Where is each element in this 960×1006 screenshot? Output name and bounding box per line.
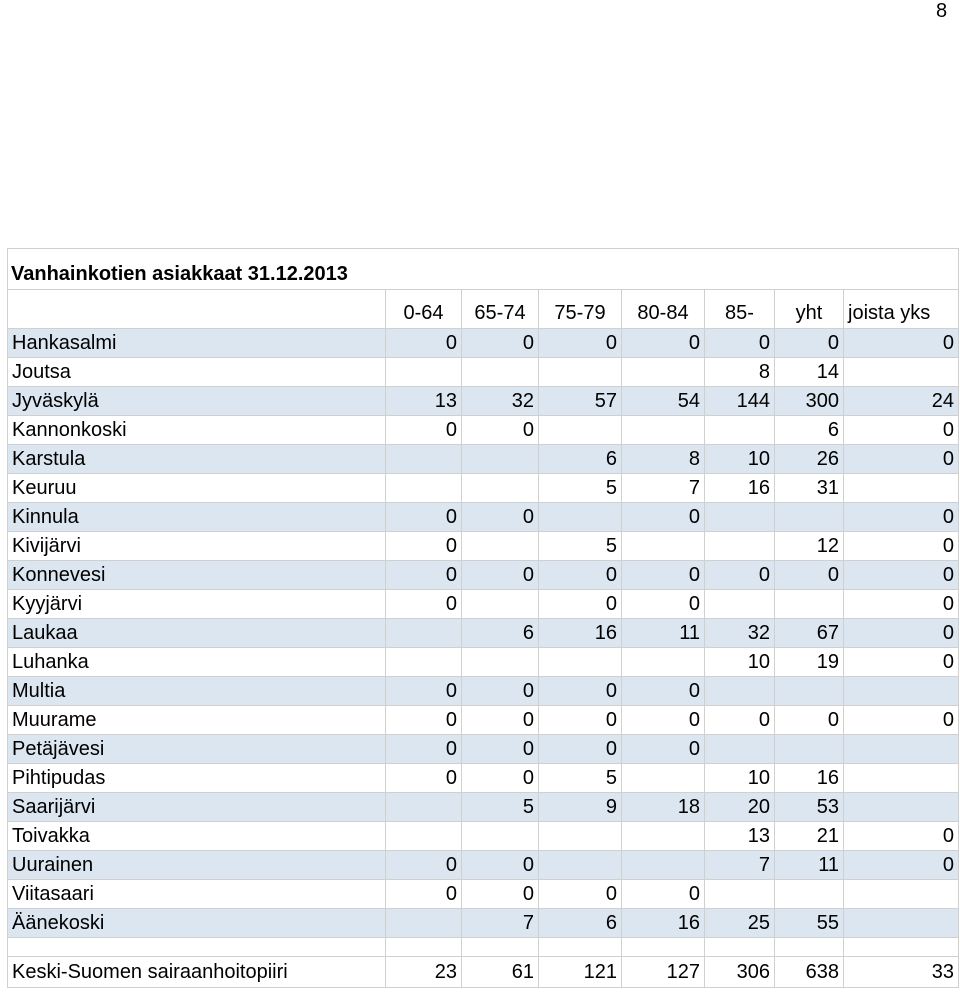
- value-cell: 0: [539, 735, 622, 764]
- value-cell: [775, 590, 844, 619]
- table-row: [8, 329, 959, 358]
- value-cell: 0: [775, 706, 844, 735]
- value-cell: 24: [844, 387, 959, 416]
- value-cell: 0: [705, 706, 775, 735]
- value-cell: 0: [622, 590, 705, 619]
- value-cell: 0: [844, 503, 959, 532]
- value-cell: 0: [844, 416, 959, 445]
- municipality-name: Kannonkoski: [8, 416, 386, 445]
- value-cell: [844, 764, 959, 793]
- value-cell: [844, 474, 959, 503]
- municipality-name: Uurainen: [8, 851, 386, 880]
- value-cell: 11: [622, 619, 705, 648]
- value-cell: 7: [462, 909, 539, 938]
- value-cell: 16: [539, 619, 622, 648]
- table-row: [8, 648, 959, 677]
- value-cell: [386, 909, 462, 938]
- value-cell: 10: [705, 445, 775, 474]
- value-cell: 0: [622, 677, 705, 706]
- value-cell: 300: [775, 387, 844, 416]
- value-cell: 11: [775, 851, 844, 880]
- value-cell: 5: [539, 532, 622, 561]
- value-cell: 0: [844, 706, 959, 735]
- value-cell: 0: [462, 880, 539, 909]
- value-cell: [622, 822, 705, 851]
- value-cell: 6: [539, 909, 622, 938]
- value-cell: [844, 880, 959, 909]
- municipality-name: Karstula: [8, 445, 386, 474]
- value-cell: [462, 358, 539, 387]
- value-cell: 10: [705, 648, 775, 677]
- table-row: [8, 706, 959, 735]
- value-cell: 16: [622, 909, 705, 938]
- value-cell: [462, 822, 539, 851]
- spacer-cell: [844, 938, 959, 957]
- value-cell: 0: [462, 764, 539, 793]
- value-cell: 0: [539, 880, 622, 909]
- value-cell: [844, 677, 959, 706]
- municipality-name: Toivakka: [8, 822, 386, 851]
- value-cell: 32: [705, 619, 775, 648]
- value-cell: 55: [775, 909, 844, 938]
- value-cell: 0: [462, 503, 539, 532]
- table-row: [8, 445, 959, 474]
- value-cell: [622, 648, 705, 677]
- spacer-cell: [622, 938, 705, 957]
- value-cell: 0: [844, 619, 959, 648]
- value-cell: [844, 735, 959, 764]
- value-cell: 0: [386, 677, 462, 706]
- value-cell: 0: [386, 880, 462, 909]
- table-title: Vanhainkotien asiakkaat 31.12.2013: [8, 249, 959, 290]
- value-cell: 0: [622, 561, 705, 590]
- total-value-cell: 121: [539, 957, 622, 988]
- table-row: [8, 387, 959, 416]
- value-cell: 5: [539, 474, 622, 503]
- table-row: [8, 822, 959, 851]
- municipality-name: Kyyjärvi: [8, 590, 386, 619]
- value-cell: [462, 648, 539, 677]
- value-cell: 0: [539, 590, 622, 619]
- value-cell: [844, 909, 959, 938]
- table-row: [8, 677, 959, 706]
- table-row: [8, 532, 959, 561]
- value-cell: 6: [775, 416, 844, 445]
- column-header: joista yks: [844, 290, 959, 329]
- value-cell: 0: [705, 329, 775, 358]
- municipality-name: Saarijärvi: [8, 793, 386, 822]
- value-cell: 0: [622, 329, 705, 358]
- value-cell: 0: [705, 561, 775, 590]
- value-cell: 0: [844, 590, 959, 619]
- value-cell: 0: [386, 764, 462, 793]
- municipality-name: Konnevesi: [8, 561, 386, 590]
- value-cell: 10: [705, 764, 775, 793]
- spacer-cell: [705, 938, 775, 957]
- spacer-cell: [386, 938, 462, 957]
- value-cell: [775, 735, 844, 764]
- value-cell: 0: [462, 706, 539, 735]
- value-cell: 26: [775, 445, 844, 474]
- value-cell: 0: [386, 503, 462, 532]
- table-row: [8, 474, 959, 503]
- spacer-cell: [8, 938, 386, 957]
- table-row: [8, 909, 959, 938]
- value-cell: 0: [462, 416, 539, 445]
- value-cell: [462, 445, 539, 474]
- value-cell: [705, 532, 775, 561]
- value-cell: 18: [622, 793, 705, 822]
- municipality-name: Keuruu: [8, 474, 386, 503]
- value-cell: [844, 793, 959, 822]
- value-cell: [539, 503, 622, 532]
- spacer-cell: [775, 938, 844, 957]
- value-cell: 7: [705, 851, 775, 880]
- value-cell: 0: [386, 561, 462, 590]
- column-header: 85-: [705, 290, 775, 329]
- spacer-row: [8, 938, 959, 957]
- total-name: Keski-Suomen sairaanhoitopiiri: [8, 957, 386, 988]
- value-cell: 0: [386, 329, 462, 358]
- value-cell: [775, 503, 844, 532]
- column-header: 80-84: [622, 290, 705, 329]
- value-cell: 0: [844, 648, 959, 677]
- value-cell: 53: [775, 793, 844, 822]
- value-cell: 8: [622, 445, 705, 474]
- column-header: 0-64: [386, 290, 462, 329]
- value-cell: 0: [539, 706, 622, 735]
- value-cell: 0: [844, 329, 959, 358]
- value-cell: 0: [462, 329, 539, 358]
- column-header: 75-79: [539, 290, 622, 329]
- value-cell: [622, 358, 705, 387]
- value-cell: 5: [462, 793, 539, 822]
- column-header: yht: [775, 290, 844, 329]
- value-cell: [705, 735, 775, 764]
- value-cell: 0: [622, 706, 705, 735]
- value-cell: 0: [775, 561, 844, 590]
- value-cell: 54: [622, 387, 705, 416]
- value-cell: [462, 590, 539, 619]
- municipality-name: Laukaa: [8, 619, 386, 648]
- value-cell: 57: [539, 387, 622, 416]
- clients-table: [7, 248, 959, 988]
- value-cell: 0: [539, 677, 622, 706]
- municipality-name: Multia: [8, 677, 386, 706]
- value-cell: 0: [386, 532, 462, 561]
- value-cell: [386, 474, 462, 503]
- spacer-cell: [462, 938, 539, 957]
- value-cell: 14: [775, 358, 844, 387]
- value-cell: 16: [705, 474, 775, 503]
- value-cell: 7: [622, 474, 705, 503]
- value-cell: [622, 764, 705, 793]
- municipality-name: Hankasalmi: [8, 329, 386, 358]
- municipality-name: Pihtipudas: [8, 764, 386, 793]
- value-cell: 21: [775, 822, 844, 851]
- total-value-cell: 127: [622, 957, 705, 988]
- value-cell: 0: [622, 735, 705, 764]
- value-cell: [622, 532, 705, 561]
- municipality-name: Kivijärvi: [8, 532, 386, 561]
- value-cell: 0: [386, 706, 462, 735]
- value-cell: 19: [775, 648, 844, 677]
- municipality-name: Jyväskylä: [8, 387, 386, 416]
- column-header: 65-74: [462, 290, 539, 329]
- value-cell: 20: [705, 793, 775, 822]
- value-cell: 0: [844, 532, 959, 561]
- value-cell: 0: [844, 851, 959, 880]
- total-value-cell: 33: [844, 957, 959, 988]
- value-cell: [386, 358, 462, 387]
- value-cell: 32: [462, 387, 539, 416]
- page-number: 8: [936, 0, 948, 22]
- value-cell: 13: [705, 822, 775, 851]
- total-value-cell: 61: [462, 957, 539, 988]
- table-row: [8, 735, 959, 764]
- value-cell: 16: [775, 764, 844, 793]
- value-cell: [539, 416, 622, 445]
- value-cell: [386, 822, 462, 851]
- value-cell: 0: [539, 329, 622, 358]
- value-cell: [844, 358, 959, 387]
- value-cell: 13: [386, 387, 462, 416]
- value-cell: 6: [462, 619, 539, 648]
- value-cell: 0: [844, 561, 959, 590]
- table-row: [8, 619, 959, 648]
- value-cell: [775, 677, 844, 706]
- table-row: [8, 590, 959, 619]
- total-value-cell: 638: [775, 957, 844, 988]
- value-cell: 5: [539, 764, 622, 793]
- value-cell: 0: [386, 590, 462, 619]
- table-row: [8, 503, 959, 532]
- value-cell: 8: [705, 358, 775, 387]
- value-cell: 0: [462, 851, 539, 880]
- value-cell: 67: [775, 619, 844, 648]
- value-cell: 31: [775, 474, 844, 503]
- municipality-name: Luhanka: [8, 648, 386, 677]
- value-cell: [386, 445, 462, 474]
- value-cell: [539, 648, 622, 677]
- value-cell: [622, 851, 705, 880]
- value-cell: 0: [462, 677, 539, 706]
- municipality-name: Joutsa: [8, 358, 386, 387]
- value-cell: [705, 677, 775, 706]
- value-cell: 0: [622, 503, 705, 532]
- value-cell: [775, 880, 844, 909]
- municipality-name: Äänekoski: [8, 909, 386, 938]
- value-cell: [705, 590, 775, 619]
- table-row: [8, 764, 959, 793]
- value-cell: [462, 532, 539, 561]
- value-cell: 0: [775, 329, 844, 358]
- table-row: [8, 851, 959, 880]
- value-cell: 0: [386, 416, 462, 445]
- value-cell: 25: [705, 909, 775, 938]
- value-cell: [386, 793, 462, 822]
- value-cell: 9: [539, 793, 622, 822]
- value-cell: [705, 503, 775, 532]
- municipality-name: Viitasaari: [8, 880, 386, 909]
- municipality-name: Kinnula: [8, 503, 386, 532]
- value-cell: 0: [539, 561, 622, 590]
- value-cell: [539, 822, 622, 851]
- table-row: [8, 793, 959, 822]
- total-value-cell: 306: [705, 957, 775, 988]
- value-cell: 0: [622, 880, 705, 909]
- value-cell: [462, 474, 539, 503]
- table-row: [8, 880, 959, 909]
- value-cell: 0: [386, 735, 462, 764]
- municipality-name: Muurame: [8, 706, 386, 735]
- value-cell: [705, 880, 775, 909]
- value-cell: 12: [775, 532, 844, 561]
- value-cell: [539, 851, 622, 880]
- value-cell: [386, 619, 462, 648]
- total-row: [8, 957, 959, 988]
- value-cell: [386, 648, 462, 677]
- table-row: [8, 358, 959, 387]
- municipality-name: Petäjävesi: [8, 735, 386, 764]
- spacer-cell: [539, 938, 622, 957]
- value-cell: [622, 416, 705, 445]
- value-cell: 0: [462, 735, 539, 764]
- value-cell: 6: [539, 445, 622, 474]
- total-value-cell: 23: [386, 957, 462, 988]
- table-row: [8, 561, 959, 590]
- value-cell: 0: [462, 561, 539, 590]
- value-cell: [539, 358, 622, 387]
- value-cell: 0: [386, 851, 462, 880]
- value-cell: 0: [844, 822, 959, 851]
- header-empty: [8, 290, 386, 329]
- value-cell: [705, 416, 775, 445]
- table-row: [8, 416, 959, 445]
- value-cell: 144: [705, 387, 775, 416]
- value-cell: 0: [844, 445, 959, 474]
